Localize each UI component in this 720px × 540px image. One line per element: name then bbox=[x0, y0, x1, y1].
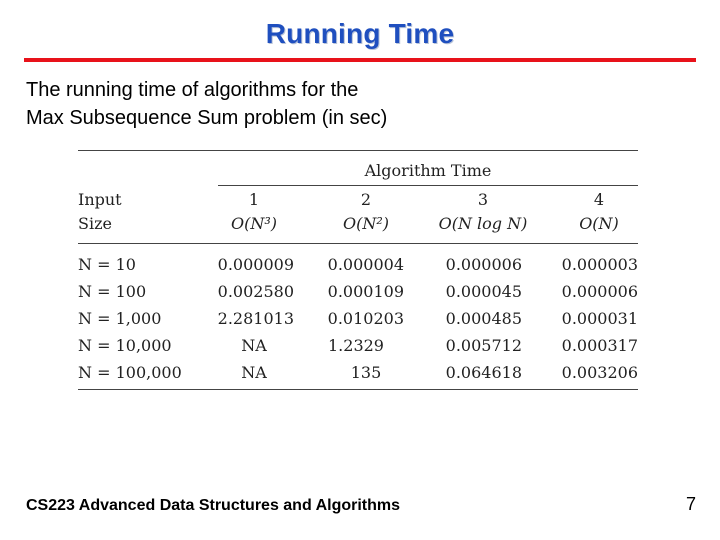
input-label: Input bbox=[78, 190, 122, 209]
time-cell: 0.000045 bbox=[445, 282, 522, 301]
time-cell: 0.000006 bbox=[561, 282, 638, 301]
algorithm-number: 2 bbox=[360, 190, 372, 209]
size-label: Size bbox=[78, 214, 112, 233]
time-cell: 0.000485 bbox=[445, 309, 522, 328]
intro-line: Max Subsequence Sum problem (in sec) bbox=[26, 107, 388, 129]
table-top-rule bbox=[78, 150, 638, 151]
course-footer: CS223 Advanced Data Structures and Algorithms bbox=[26, 497, 401, 514]
algorithm-order: O(N³) bbox=[230, 214, 277, 233]
algorithm-number: 1 bbox=[248, 190, 260, 209]
time-cell: 2.281013 bbox=[217, 309, 294, 328]
input-size-cell: N = 10,000 bbox=[78, 336, 172, 355]
input-size-cell: N = 10 bbox=[78, 255, 136, 274]
time-cell: 0.002580 bbox=[217, 282, 294, 301]
algorithm-order: O(N log N) bbox=[438, 214, 528, 233]
time-cell: 0.010203 bbox=[327, 309, 404, 328]
intro-line: The running time of algorithms for the bbox=[26, 79, 359, 101]
intro-text bbox=[26, 76, 387, 132]
algorithm-number: 4 bbox=[593, 190, 605, 209]
algorithm-order: O(N²) bbox=[342, 214, 389, 233]
input-size-cell: N = 1,000 bbox=[78, 309, 162, 328]
time-cell: 0.000109 bbox=[327, 282, 404, 301]
time-cell: 0.064618 bbox=[445, 363, 522, 382]
group-header-rule bbox=[218, 185, 638, 186]
table-bottom-rule bbox=[78, 389, 638, 390]
time-cell: NA bbox=[241, 363, 267, 382]
time-cell: NA bbox=[241, 336, 267, 355]
page-number: 7 bbox=[685, 494, 696, 514]
algorithm-order: O(N) bbox=[579, 214, 619, 233]
header-bottom-rule bbox=[78, 243, 638, 244]
time-cell: 0.000031 bbox=[561, 309, 638, 328]
slide-title: Running Time bbox=[265, 18, 455, 49]
time-cell: 135 bbox=[350, 363, 382, 382]
time-cell: 0.000004 bbox=[327, 255, 404, 274]
time-cell: 0.005712 bbox=[445, 336, 522, 355]
input-size-cell: N = 100,000 bbox=[78, 363, 182, 382]
time-cell: 0.000009 bbox=[217, 255, 294, 274]
time-cell: 0.000003 bbox=[561, 255, 638, 274]
group-header: Algorithm Time bbox=[364, 161, 492, 180]
running-time-table bbox=[78, 150, 638, 390]
title-divider bbox=[24, 58, 696, 62]
algorithm-number: 3 bbox=[477, 190, 489, 209]
time-cell: 0.003206 bbox=[561, 363, 638, 382]
time-cell: 0.000317 bbox=[561, 336, 638, 355]
time-cell: 0.000006 bbox=[445, 255, 522, 274]
input-size-cell: N = 100 bbox=[78, 282, 147, 301]
time-cell: 1.2329 bbox=[328, 336, 384, 355]
